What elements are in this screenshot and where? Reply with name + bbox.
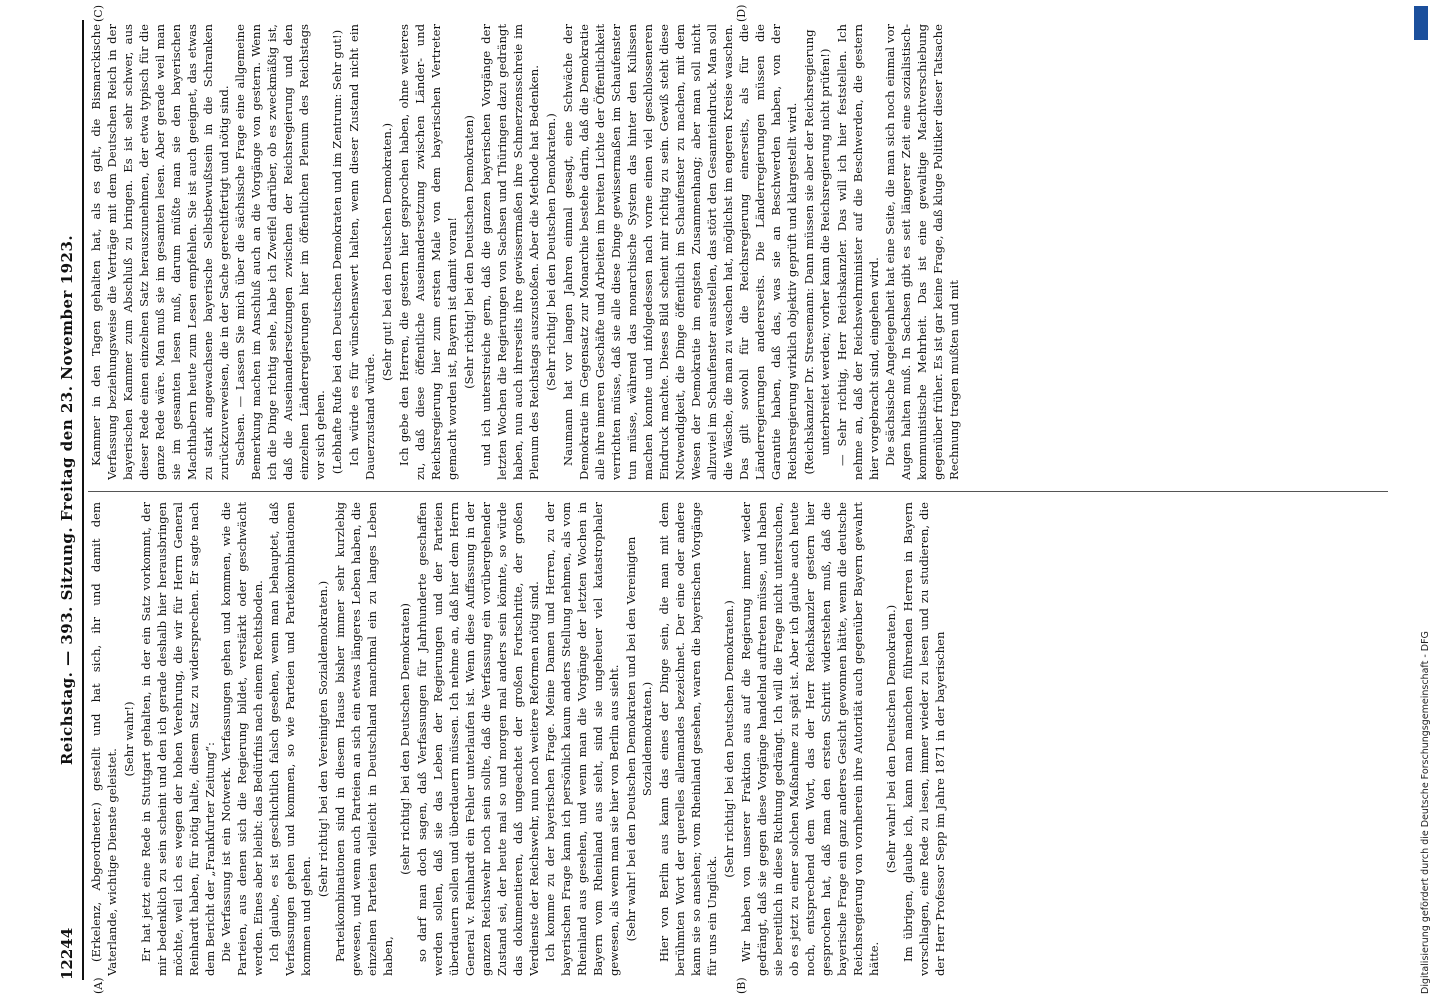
interjection: (Sehr wahr! bei den Deutschen Demokraten und bei den Vereinigten Sozialdemokraten.)	[624, 536, 654, 942]
paragraph: Kammer in den Tagen gehalten hat, als es galt, die Bismarckische Verfassung beziehungsweise die Verträge mit dem Deutschen Reich in der bayerischen Kammer zum Abschluß zu bringen. Es ist sehr schwer, aus dieser Rede einen einzelnen Satz herauszunehmen, der etwa typisch für die ganze Rede wäre. Man muß sie im gesamten lesen. Aber gerade weil man sie im gesamten lesen muß, darum müßte man sie den bayerischen Machthabern heute zum Lesen empfehlen. Sie ist auch geeignet, das etwas zu stark angewachsene bayerische Selbstbewußtsein in die Schranken zurückzuverweisen, die in der Sache gerechtfertigt und nötig sind.	[89, 24, 231, 480]
paragraph: Parteikombinationen sind in diesem Hause bisher immer sehr kurzlebig gewesen, und wenn auch Parteien an sich ein etwas längeres Leben haben, die einzelnen Parteien vielleicht in Deutschland manchmal ein zu langes Leben haben,	[333, 502, 395, 976]
interjection: (Sehr gut! bei den Deutschen Demokraten.)	[380, 122, 394, 382]
dfg-logo	[1414, 6, 1428, 40]
paragraph: und ich unterstreiche gern, daß die ganzen bayerischen Vorgänge der letzten Wochen die Regierungen von Sachsen und Thüringen dazu gedrängt haben, nun auch ihrerseits ihre gewissermaßen ihre Schmerzensschreie im Plenum des Reichstags auszustoßen. Aber die Methode hat Bedenken.	[479, 24, 541, 480]
paragraph: Die sächsische Angelegenheit hat eine Seite, die man sich noch einmal vor Augen halten muß. In Sachsen gibt es seit längerer Zeit eine sozialistisch-kommunistische Mehrheit. Das ist eine gewaltige Machtverschiebung gegenüber früher. Es ist gar keine Frage, daß kluge Politiker dieser Tatsache Rechnung tragen mußten und mit	[883, 24, 961, 480]
margin-marker-c: (C)	[92, 5, 105, 22]
paragraph: Im übrigen, glaube ich, kann man manchen führenden Herren in Bayern vorschlagen, eine Rede zu lesen, immer wieder zu lesen und zu studieren, die der Herr Professor Sepp im Jahre 1871 in der bayerischen	[901, 502, 947, 976]
paragraph: so darf man doch sagen, daß Verfassungen für Jahrhunderte geschaffen werden sollen, daß sie das Leben der Regierungen und der Parteien überdauern sollen und überdauern müssen. Ich nehme an, daß hier dem Herrn General v. Reinhardt ein Fehler unterlaufen ist. Wenn diese Auffassung in der ganzen Reichswehr noch sein sollte, daß die Verfassung ein vorübergehender Zustand sei, der heute mal so und morgen mal anders sein könnte, so würde das dokumentieren, daß ungeachtet der großen Fortschritte, der großen Verdienste der Reichswehr, nun noch weitere Reformen nötig sind.	[415, 502, 541, 976]
interjection: (Sehr richtig! bei den Deutschen Demokraten.)	[722, 600, 736, 878]
interjection: (Sehr wahr!)	[122, 701, 136, 777]
paragraph: Wir haben von unserer Fraktion aus auf die Regierung immer wieder gedrängt, daß sie gegen diese Vorgänge handelnd auftreten müsse, und haben sie bereitlich in diese Richtung gedrängt. Ich will die Frage nicht untersuchen, ob es jetzt zu einer solchen Maßnahme zu spät ist. Aber ich glaube auch heute noch, entsprechend dem Wort, das der Herr Reichskanzler gestern hier gesprochen hat, daß man den ersten Schritt widerstehen muß, daß die bayerische Frage ein ganz anderes Gesicht gewonnen hätte, wenn die deutsche Reichsregierung von vornherein ihre Autorität auch gegenüber Bayern gewahrt hätte.	[739, 502, 881, 976]
margin-marker-a: (A)	[92, 977, 105, 994]
digitization-credit: Digitalisierung gefördert durch die Deutsche Forschungsgemeinschaft - DFG	[1420, 631, 1431, 994]
paragraph: Ich glaube, es ist geschichtlich falsch gesehen, wenn man behauptet, daß Verfassungen gehen und kommen, so wie Parteien und Parteikombinationen kommen und gehen.	[267, 502, 313, 976]
page-number: 12244	[58, 927, 76, 980]
paragraph: Hier von Berlin aus kann das eines der Dinge sein, die man mit dem berühmten Wort der querelles allemandes bezeichnet. Der eine oder andere kann sie so ansehen; vom Rheinland gesehen, waren die bayerischen Vorgänge für uns ein Unglück.	[657, 502, 719, 976]
paragraph: (Erkelenz, Abgeordneter.) gestellt und hat sich, ihr und damit dem Vaterlande, wichtige Dienste geleistet.	[89, 502, 119, 976]
interjection: (Lebhafte Rufe bei den Deutschen Demokraten und im Zentrum: Sehr gut!)	[330, 29, 344, 475]
page-title: Reichstag. — 393. Sitzung. Freitag den 23. November 1923.	[58, 234, 76, 766]
column-divider	[88, 491, 1388, 492]
paragraph: — Sehr richtig, Herr Reichskanzler. Das will ich hier feststellen. Ich nehme an, daß der Reichswehrminister auf die Beschwerden, die gestern hier vorgebracht sind, eingehen wird.	[835, 24, 881, 480]
interjection: (Reichskanzler Dr. Stresemann: Dann müssen sie aber der Reichsregierung unterbreitet werden; vorher kann die Reichsregierung nicht prüfen!)	[802, 29, 832, 475]
interjection: (Sehr wahr! bei den Deutschen Demokraten.)	[884, 604, 898, 874]
interjection: (Sehr richtig! bei den Deutschen Demokraten)	[462, 115, 476, 389]
paragraph: Ich gebe den Herren, die gestern hier gesprochen haben, ohne weiteres zu, daß diese öffentliche Auseinandersetzung zwischen Länder- und Reichsregierung hier zum ersten Male von dem bayerischen Vertreter gemacht worden ist, Bayern ist damit voran!	[397, 24, 459, 480]
paragraph: Ich komme zu der bayerischen Frage. Meine Damen und Herren, zu der bayerischen Frage kann ich persönlich kaum anders Stellung nehmen, als vom Rheinland aus gesehen, und wenn man die Vorgänge der letzten Wochen in Bayern vom Rheinland aus sieht, sind sie ungeheuer viel katastrophaler gewesen, als wenn man sie hier von Berlin aus sieht.	[543, 502, 621, 976]
interjection: (sehr richtig! bei den Deutschen Demokraten)	[398, 603, 412, 875]
interjection: (Sehr richtig! bei den Vereinigten Sozialdemokraten.)	[316, 580, 330, 898]
paragraph: Die Verfassung ist ein Notwerk. Verfassungen gehen und kommen, wie die Parteien, aus denen sich die Regierung bildet, verstärkt oder geschwächt werden. Eines aber bleibt: das Bedürfnis nach einem Rechtsboden.	[219, 502, 265, 976]
digitization-sidebar	[1408, 0, 1434, 1000]
paragraph: Er hat jetzt eine Rede in Stuttgart gehalten, in der ein Satz vorkommt, der mir bedenklich zu sein scheint und den ich gerade deshalb hier herausbringen möchte, weil ich es wegen der hohen Verehrung, die wir für Herrn General Reinhardt haben, für nötig halte, diesem Satz zu widersprechen. Er sagte nach dem Bericht der „Frankfurter Zeitung“:	[139, 502, 217, 976]
paragraph: Naumann hat vor langen Jahren einmal gesagt, eine Schwäche der Demokratie im Gegensatz zur Monarchie bestehe darin, daß die Demokratie alle ihre inneren Geschäfte und Arbeiten im breiten Lichte der Öffentlichkeit verrichten müsse, daß sie alle diese Dinge gewissermaßen im Schaufenster tun müsse, während das monarchische System das hinter den Kulissen machen konnte und infolgedessen nach vorne einen viel geschlosseneren Eindruck machte. Dieses Bild scheint mir richtig zu sein. Gewiß steht diese Notwendigkeit, die Dinge öffentlich im Schaufenster zu machen, mit dem Wesen der Demokratie im engsten Zusammenhang; aber man soll nicht allzuviel im Schaufenster ausstellen, das stört den Gesamteindruck. Man soll die Wäsche, die man zu waschen hat, möglichst im engeren Kreise waschen. Das gilt sowohl für die Reichsregierung einerseits, als für die Länderregierungen andererseits. Die Länderregierungen müssen die Garantie haben, daß das, was sie an Beschwerden haben, von der Reichsregierung wirklich objektiv geprüft und klargestellt wird.	[561, 24, 799, 480]
page-header	[56, 20, 84, 980]
right-text-column	[88, 24, 1388, 480]
paragraph: Sachsen. — Lassen Sie mich über die sächsische Frage eine allgemeine Bemerkung machen im Anschluß auch an die Vorgänge von gestern. Wenn ich die Dinge richtig sehe, habe ich Zweifel darüber, ob es zweckmäßig ist, daß die Auseinandersetzungen zwischen der Reichsregierung und den einzelnen Länderregierungen hier im öffentlichen Plenum des Reichstags vor sich gehen.	[233, 24, 327, 480]
interjection: (Sehr richtig! bei den Deutschen Demokraten.)	[544, 113, 558, 391]
margin-marker-d: (D)	[735, 4, 748, 22]
left-text-column	[88, 502, 1388, 976]
paragraph: Ich würde es für wünschenswert halten, wenn dieser Zustand nicht ein Dauerzustand würde.	[347, 24, 377, 480]
margin-marker-b: (B)	[735, 977, 748, 994]
